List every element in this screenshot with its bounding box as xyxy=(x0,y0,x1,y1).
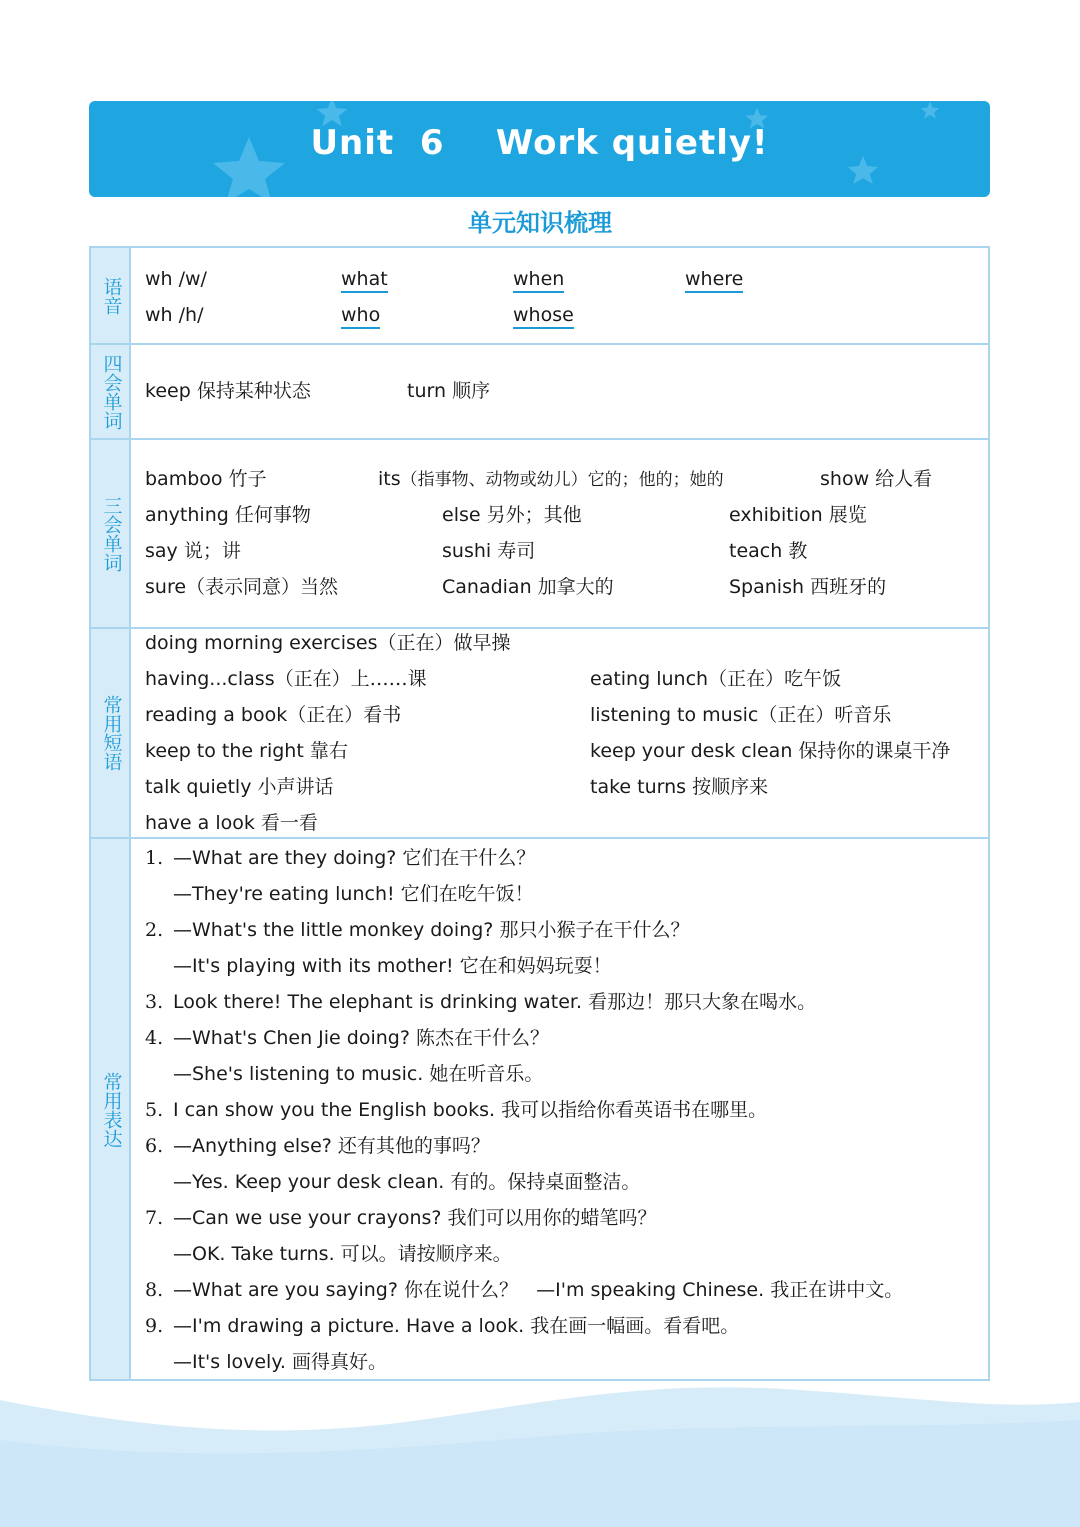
expression-line: —OK. Take turns. 可以。请按顺序来。 xyxy=(173,1243,512,1265)
phonics-word: who xyxy=(341,303,380,329)
star-decoration-icon xyxy=(919,101,941,119)
phonics-word: whose xyxy=(513,303,574,329)
vocab-item: exhibition 展览 xyxy=(729,504,867,526)
divider xyxy=(91,837,988,839)
phrase-item: having...class（正在）上……课 xyxy=(145,668,427,690)
expression-line: —She's listening to music. 她在听音乐。 xyxy=(173,1063,544,1085)
phrase-item: keep your desk clean 保持你的课桌干净 xyxy=(590,740,951,762)
expression-line: —Yes. Keep your desk clean. 有的。保持桌面整洁。 xyxy=(173,1171,641,1193)
phonics-sound: wh /w/ xyxy=(145,268,207,290)
expression-line: —It's lovely. 画得真好。 xyxy=(173,1351,387,1373)
expression-line: 1. —What are they doing? 它们在干什么？ xyxy=(145,847,536,869)
expression-line: 4. —What's Chen Jie doing? 陈杰在干什么？ xyxy=(145,1027,549,1049)
vocab-item: bamboo 竹子 xyxy=(145,468,267,490)
vocab-item: turn 顺序 xyxy=(407,380,491,402)
unit-banner xyxy=(89,101,990,197)
expression-line: —They're eating lunch! 它们在吃午饭！ xyxy=(173,883,534,905)
vocab-item: Spanish 西班牙的 xyxy=(729,576,887,598)
expression-line: 5. I can show you the English books. 我可以指给你看英语书在哪里。 xyxy=(145,1099,768,1121)
divider xyxy=(91,438,988,440)
phrase-item: keep to the right 靠右 xyxy=(145,740,348,762)
phonics-sound: wh /h/ xyxy=(145,304,204,326)
phrase-item: reading a book（正在）看书 xyxy=(145,704,402,726)
vocab-item: teach 教 xyxy=(729,540,808,562)
phonics-word: where xyxy=(685,267,743,293)
vocab-item: sure（表示同意）当然 xyxy=(145,576,339,598)
divider xyxy=(91,343,988,345)
section-label-expressions: 常用表达 xyxy=(100,1072,123,1148)
phrase-item: have a look 看一看 xyxy=(145,812,318,834)
vocab-item: show 给人看 xyxy=(820,468,933,490)
vocab-item: anything 任何事物 xyxy=(145,504,311,526)
section-label-three-skill-words: 三会单词 xyxy=(100,495,123,572)
phonics-word: when xyxy=(513,267,564,293)
expression-line: 9. —I'm drawing a picture. Have a look. 我在画一幅画。看看吧。 xyxy=(145,1315,740,1337)
phrase-item: take turns 按顺序来 xyxy=(590,776,769,798)
knowledge-table xyxy=(89,246,990,1381)
expression-line: —It's playing with its mother! 它在和妈妈玩耍！ xyxy=(173,955,612,977)
unit-title: Unit 6 Work quietly! xyxy=(310,123,769,163)
wave-decoration xyxy=(0,1380,1080,1527)
vocab-item: its（指事物、动物或幼儿）它的；他的；她的 xyxy=(378,468,724,490)
section-label-four-skill-words: 四会单词 xyxy=(100,353,123,430)
phonics-word: what xyxy=(341,267,388,293)
phrase-item: eating lunch（正在）吃午饭 xyxy=(590,668,842,690)
phrase-item: doing morning exercises（正在）做早操 xyxy=(145,632,511,654)
expression-line: 2. —What's the little monkey doing? 那只小猴子在干什么？ xyxy=(145,919,690,941)
section-label-phrases: 常用短语 xyxy=(100,695,123,771)
vocab-item: else 另外；其他 xyxy=(442,504,582,526)
vocab-item: keep 保持某种状态 xyxy=(145,380,311,402)
page-subtitle: 单元知识梳理 xyxy=(468,209,612,237)
expression-line: 3. Look there! The elephant is drinking water. 看那边！那只大象在喝水。 xyxy=(145,991,817,1013)
section-label-phonics: 语音 xyxy=(100,276,123,315)
vocab-item: say 说；讲 xyxy=(145,540,241,562)
phrase-item: talk quietly 小声讲话 xyxy=(145,776,334,798)
expression-line: 8. —What are you saying? 你在说什么？ —I'm speaking Chinese. 我正在讲中文。 xyxy=(145,1279,904,1301)
vocab-item: sushi 寿司 xyxy=(442,540,536,562)
phrase-item: listening to music（正在）听音乐 xyxy=(590,704,892,726)
divider xyxy=(91,627,988,629)
expression-line: 6. —Anything else? 还有其他的事吗？ xyxy=(145,1135,490,1157)
expression-line: 7. —Can we use your crayons? 我们可以用你的蜡笔吗？ xyxy=(145,1207,657,1229)
vocab-item: Canadian 加拿大的 xyxy=(442,576,614,598)
